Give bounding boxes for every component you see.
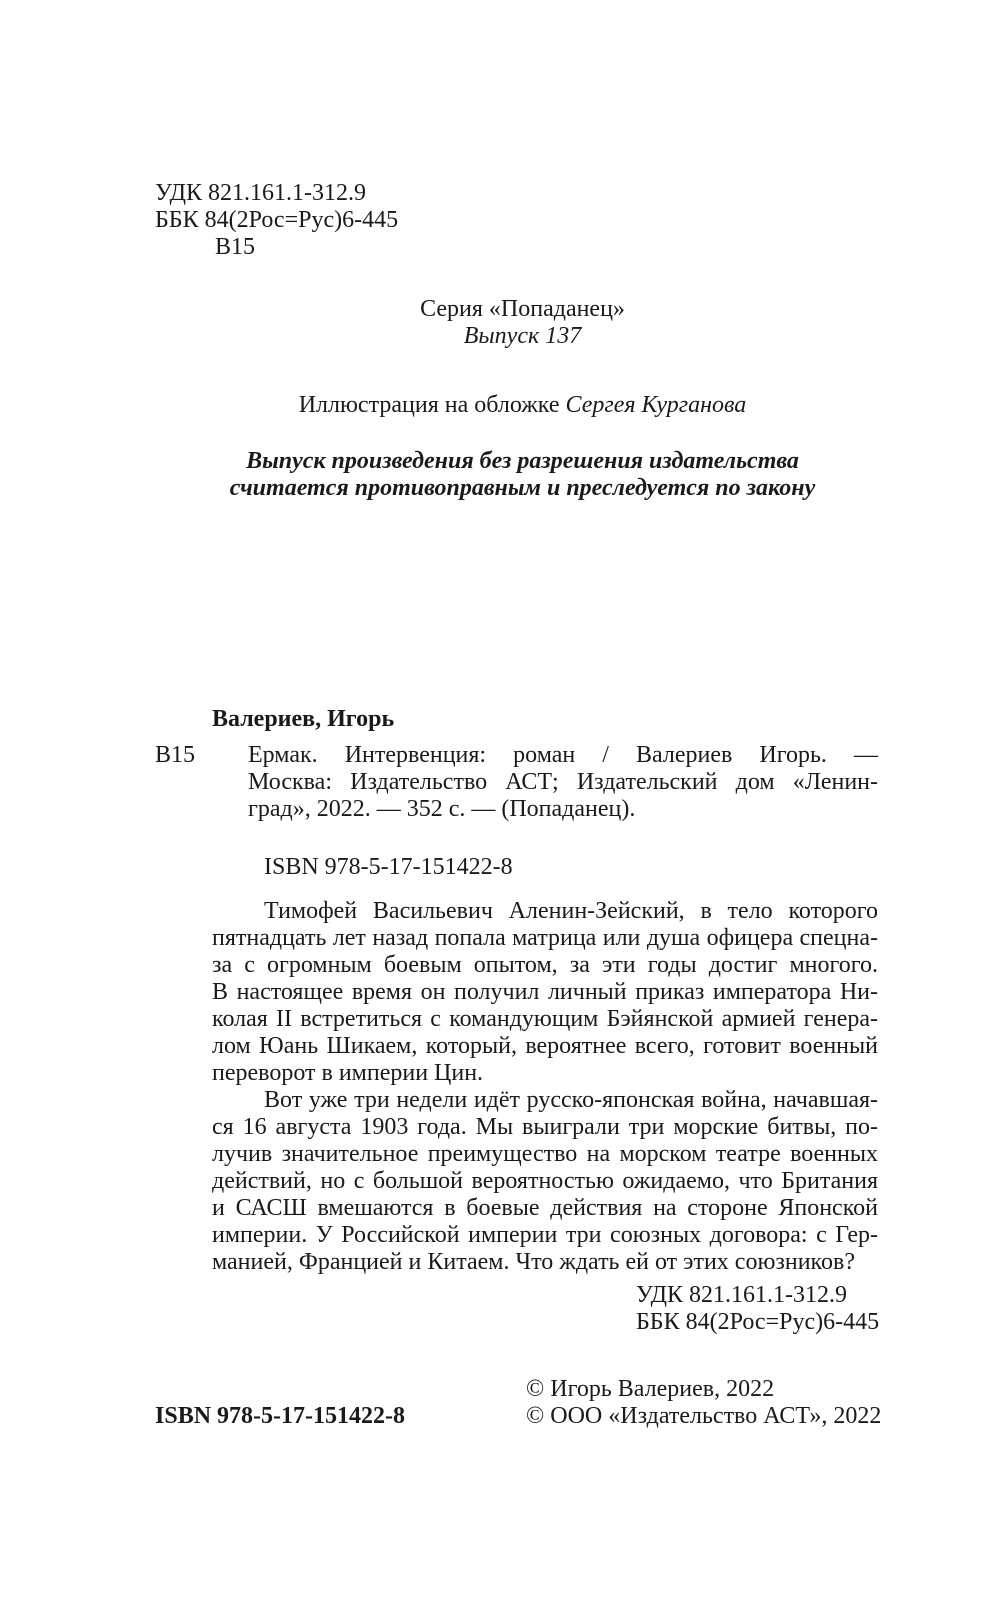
series-label: Серия «Попаданец» <box>420 296 625 322</box>
classification-codes-right <box>636 1282 879 1336</box>
author-mark: В15 <box>215 234 256 260</box>
copyright-publisher: © ООО «Издательство АСТ», 2022 <box>526 1403 882 1429</box>
annotation-line: лом Юань Шикаем, который, вероятнее всего, готовит военный <box>212 1033 878 1059</box>
illustration-artist: Сергея Курганова <box>565 392 747 418</box>
annotation-line: манией, Францией и Китаем. Что ждать ей от этих союзников? <box>212 1249 855 1275</box>
bib-isbn: ISBN 978-5-17-151422-8 <box>264 854 513 880</box>
annotation-line: переворот в империи Цин. <box>212 1060 484 1086</box>
series-block <box>0 296 1000 350</box>
annotation <box>212 898 878 1276</box>
bib-author: Валериев, Игорь <box>212 706 395 732</box>
annotation-line: Тимофей Васильевич Аленин-Зейский, в тело которого <box>264 898 878 924</box>
annotation-line: и САСШ вмешаются в боевые действия на стороне Японской <box>212 1195 878 1221</box>
isbn-bottom: ISBN 978-5-17-151422-8 <box>155 1403 405 1429</box>
warning-line: считается противоправным и преследуется по закону <box>229 475 816 501</box>
copyright-author: © Игорь Валериев, 2022 <box>526 1376 775 1402</box>
annotation-line: пятнадцать лет назад попала матрица или душа офицера спецна- <box>212 925 878 951</box>
copyright-block <box>526 1376 881 1430</box>
bib-line: Москва: Издательство АСТ; Издательский дом «Ленин- <box>248 769 878 795</box>
udk-code: УДК 821.161.1-312.9 <box>155 180 366 206</box>
annotation-line: ся 16 августа 1903 года. Мы выиграли три морские битвы, по- <box>212 1114 878 1140</box>
legal-warning <box>0 448 1000 502</box>
series-issue: Выпуск 137 <box>463 323 582 349</box>
bib-author-mark: В15 <box>155 742 196 768</box>
udk-code: УДК 821.161.1-312.9 <box>636 1282 847 1308</box>
annotation-line: В настоящее время он получил личный приказ императора Ни- <box>212 979 878 1005</box>
annotation-line: за с огромным боевым опытом, за эти годы достиг многого. <box>212 952 878 978</box>
bbk-code: ББК 84(2Рос=Рус)6-445 <box>155 207 399 233</box>
annotation-line: действий, но с большой вероятностью ожидаемо, что Британия <box>212 1168 878 1194</box>
bib-description <box>248 742 878 823</box>
annotation-line: колая II встретиться с командующим Бэйянской армией генера- <box>212 1006 878 1032</box>
bib-line: Ермак. Интервенция: роман / Валериев Игорь. — <box>248 742 878 768</box>
classification-block <box>155 180 398 261</box>
illustration-prefix: Иллюстрация на обложке <box>298 392 566 418</box>
annotation-line: лучив значительное преимущество на морском театре военных <box>212 1141 878 1167</box>
annotation-line: империи. У Российской империи три союзных договора: с Гер- <box>212 1222 878 1248</box>
annotation-line: Вот уже три недели идёт русско-японская война, начавшая- <box>264 1087 878 1113</box>
bib-line: град», 2022. — 352 с. — (Попаданец). <box>248 796 636 822</box>
bbk-code: ББК 84(2Рос=Рус)6-445 <box>636 1309 880 1335</box>
illustration-credit <box>0 392 1000 419</box>
warning-line: Выпуск произведения без разрешения издательства <box>246 448 799 474</box>
